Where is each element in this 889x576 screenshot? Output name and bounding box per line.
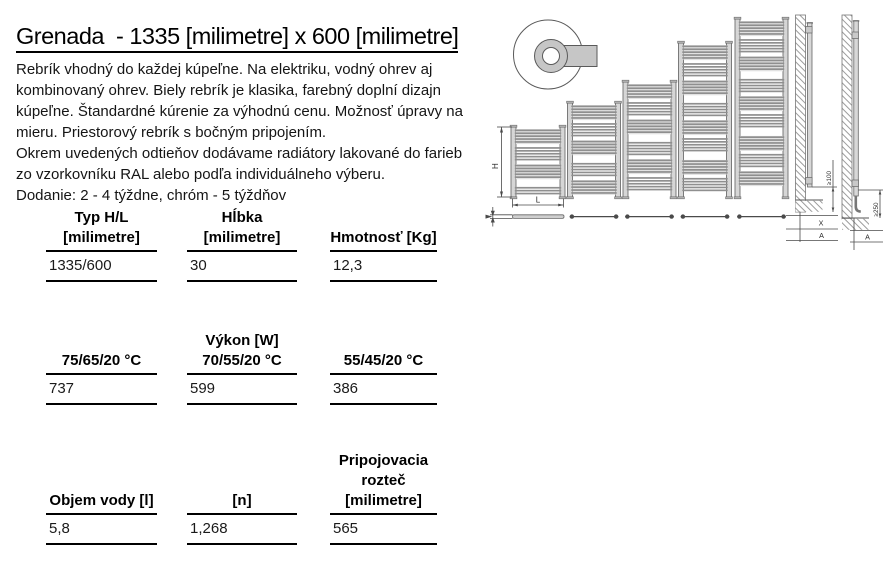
- spec-value: 5,8: [46, 515, 157, 545]
- connection-detail-circle: [514, 20, 598, 89]
- dim-a-label-left: A: [819, 231, 824, 240]
- header-line: Hĺbka: [221, 209, 263, 226]
- technical-drawing: [459, 8, 889, 258]
- header-line: Pripojovacia: [338, 452, 429, 469]
- product-description: [16, 59, 463, 206]
- top-view-bar: [513, 215, 565, 219]
- spec-value: 737: [46, 375, 157, 405]
- header-line: [milimetre]: [203, 229, 281, 246]
- description-line: Dodanie: 2 - 4 týždne, chróm - 5 týždňov: [16, 187, 287, 204]
- header-line: 75/65/20 °C: [61, 352, 142, 369]
- spec-header: [46, 491, 157, 515]
- radiator-front-view: [622, 80, 677, 199]
- header-line: 55/45/20 °C: [343, 352, 424, 369]
- description-line: kombinovaný ohrev. Biely rebrík je klasika, farebný doplní dizajn: [16, 82, 441, 99]
- side-mount-view-2: [842, 15, 883, 250]
- header-line: Typ H/L: [74, 209, 129, 226]
- spec-value: 599: [187, 375, 297, 405]
- radiator-front-view: [510, 125, 566, 199]
- dim-a-label-right: A: [865, 232, 870, 242]
- description-line: Okrem uvedených odtieňov dodávame radiátory lakované do farieb: [16, 145, 463, 162]
- spec-value: 30: [187, 252, 297, 282]
- description-line: Rebrík vhodný do každej kúpeľne. Na elektriku, vodný ohrev aj: [16, 61, 433, 78]
- header-line: Objem vody [l]: [49, 492, 154, 509]
- side-mount-view-1: [786, 15, 838, 242]
- spec-value: 565: [330, 515, 437, 545]
- description-line: kúpeľne. Štandardné kúrenie za výhodnú cenu. Možnosť úpravy na: [16, 103, 463, 120]
- dim-h: [491, 127, 512, 197]
- header-line: Hmotnosť [Kg]: [330, 229, 437, 246]
- vykon-group-header: Výkon [W]: [205, 332, 279, 349]
- spec-header: [330, 228, 437, 252]
- spec-header: [187, 491, 297, 515]
- description-line: zo vzorkovníku RAL alebo podľa individuálneho výberu.: [16, 166, 386, 183]
- dim-x-label: X: [818, 218, 824, 228]
- spec-header: [330, 451, 437, 515]
- spec-value: 386: [330, 375, 437, 405]
- description-line: mieru. Priestorový rebrík s bočným pripojením.: [16, 124, 327, 141]
- header-line: rozteč: [361, 472, 406, 489]
- spec-header: [330, 351, 437, 375]
- min-floor-clearance-label: ≥250: [872, 202, 880, 217]
- radiator-top-views: [486, 207, 786, 227]
- header-line: [n]: [232, 492, 252, 509]
- radiator-front-view: [678, 41, 733, 199]
- dim-l: [513, 196, 564, 208]
- radiator-front-view: [567, 101, 622, 199]
- spec-header: [46, 351, 157, 375]
- radiator-front-view: [734, 17, 789, 199]
- spec-value: 12,3: [330, 252, 437, 282]
- product-title: Grenada - 1335 [milimetre] x 600 [milimetre]: [16, 23, 458, 53]
- min-wall-clearance-label: ≥100: [825, 171, 833, 185]
- header-line: [milimetre]: [345, 492, 422, 509]
- spec-header: [187, 331, 297, 375]
- spec-header: [46, 208, 157, 252]
- dim-h-label: H: [490, 163, 500, 169]
- spec-header: [187, 208, 297, 252]
- dim-l-label: L: [535, 195, 541, 205]
- spec-value: 1335/600: [46, 252, 157, 282]
- header-line: 70/55/20 °C: [202, 352, 282, 369]
- spec-value: 1,268: [187, 515, 297, 545]
- header-line: [milimetre]: [63, 229, 140, 246]
